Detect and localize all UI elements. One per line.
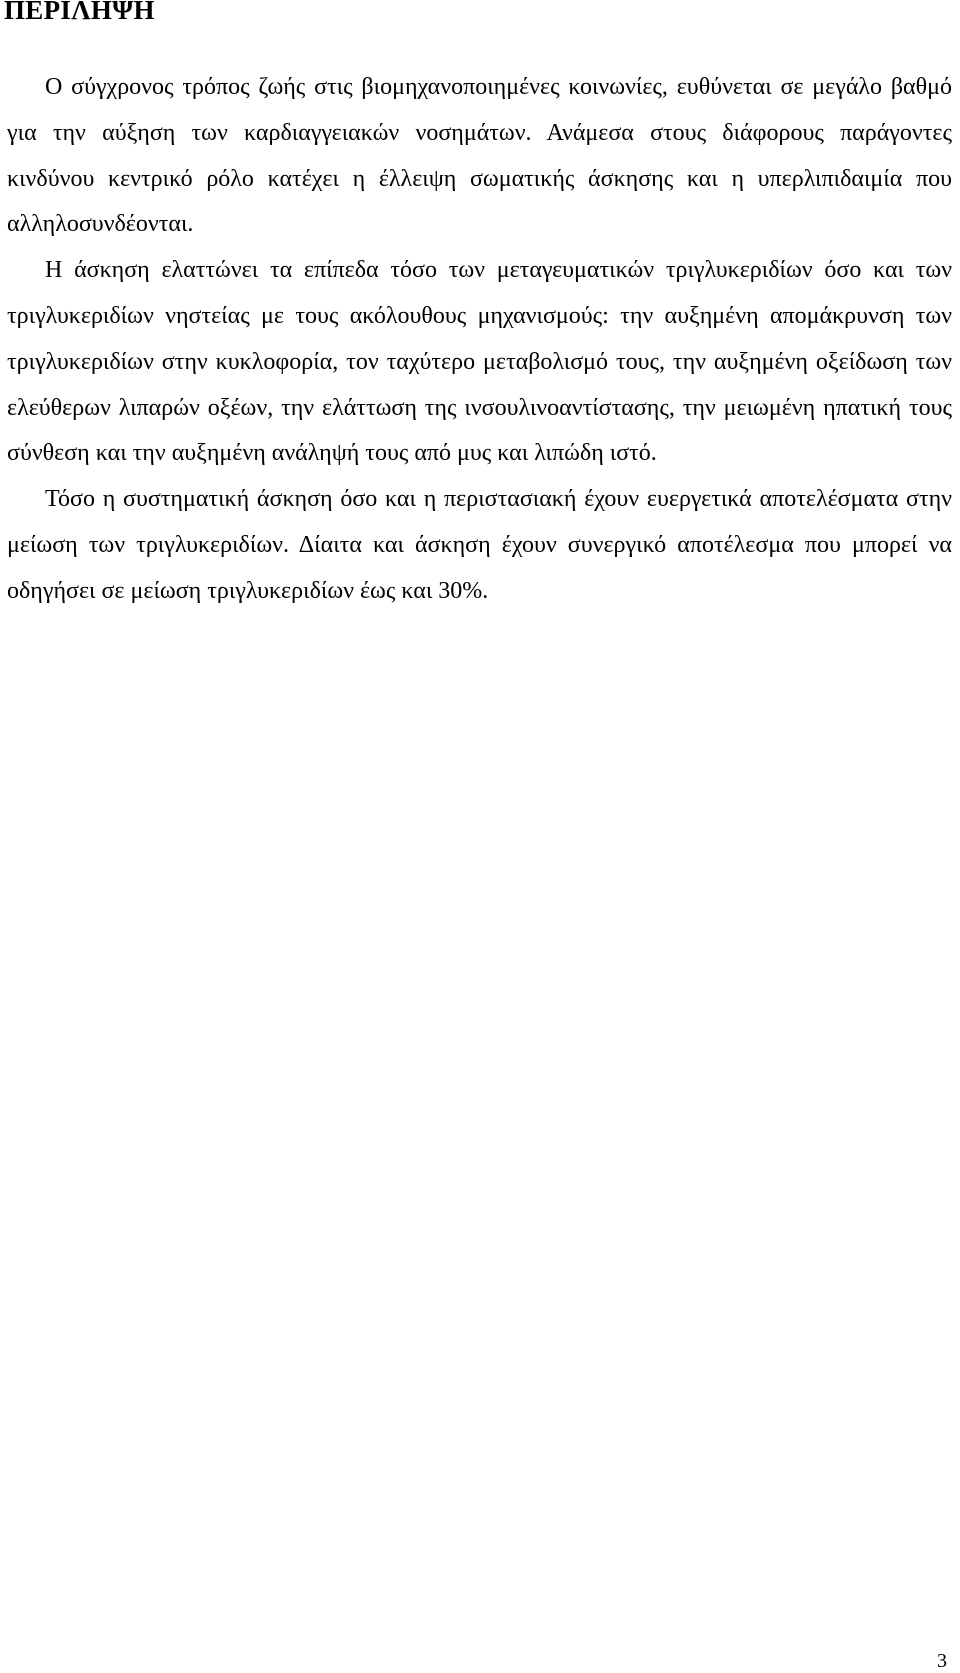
paragraph-mechanisms: Η άσκηση ελαττώνει τα επίπεδα τόσο των μεταγευματικών τριγλυκεριδίων όσο και των τριγλυκεριδίων νηστείας με τους ακόλουθους μηχανισμούς: την αυξημένη απομάκρυνση των τριγλυκεριδίων στην κυκλοφορία, τον ταχύτερο μεταβολισμό τους, την αυξημένη οξείδωση των ελεύθερων λιπαρών οξέων, την ελάττωση της ινσουλινοαντίστασης, την μειωμένη ηπατική τους σύνθεση και την αυξημένη ανάληψή τους από μυς και λιπώδη ιστό. <box>7 257 952 467</box>
paragraph-conclusion: Τόσο η συστηματική άσκηση όσο και η περιστασιακή έχουν ευεργετικά αποτελέσματα στην μείωση των τριγλυκεριδίων. Δίαιτα και άσκηση έχουν συνεργικό αποτέλεσμα που μπορεί να οδηγήσει σε μείωση τριγλυκεριδίων έως και 30%. <box>7 486 952 604</box>
paragraph-intro: Ο σύγχρονος τρόπος ζωής στις βιομηχανοποιημένες κοινωνίες, ευθύνεται σε μεγάλο βαθμό για την αύξηση των καρδιαγγειακών νοσημάτων. Ανάμεσα στους διάφορους παράγοντες κινδύνου κεντρικό ρόλο κατέχει η έλλειψη σωματικής άσκησης και η υπερλιπιδαιμία που αλληλοσυνδέονται. <box>7 74 952 238</box>
page-number: 3 <box>937 1650 947 1672</box>
page-title: ΠΕΡΙΛΗΨΗ <box>4 0 155 25</box>
summary-body <box>7 65 952 615</box>
